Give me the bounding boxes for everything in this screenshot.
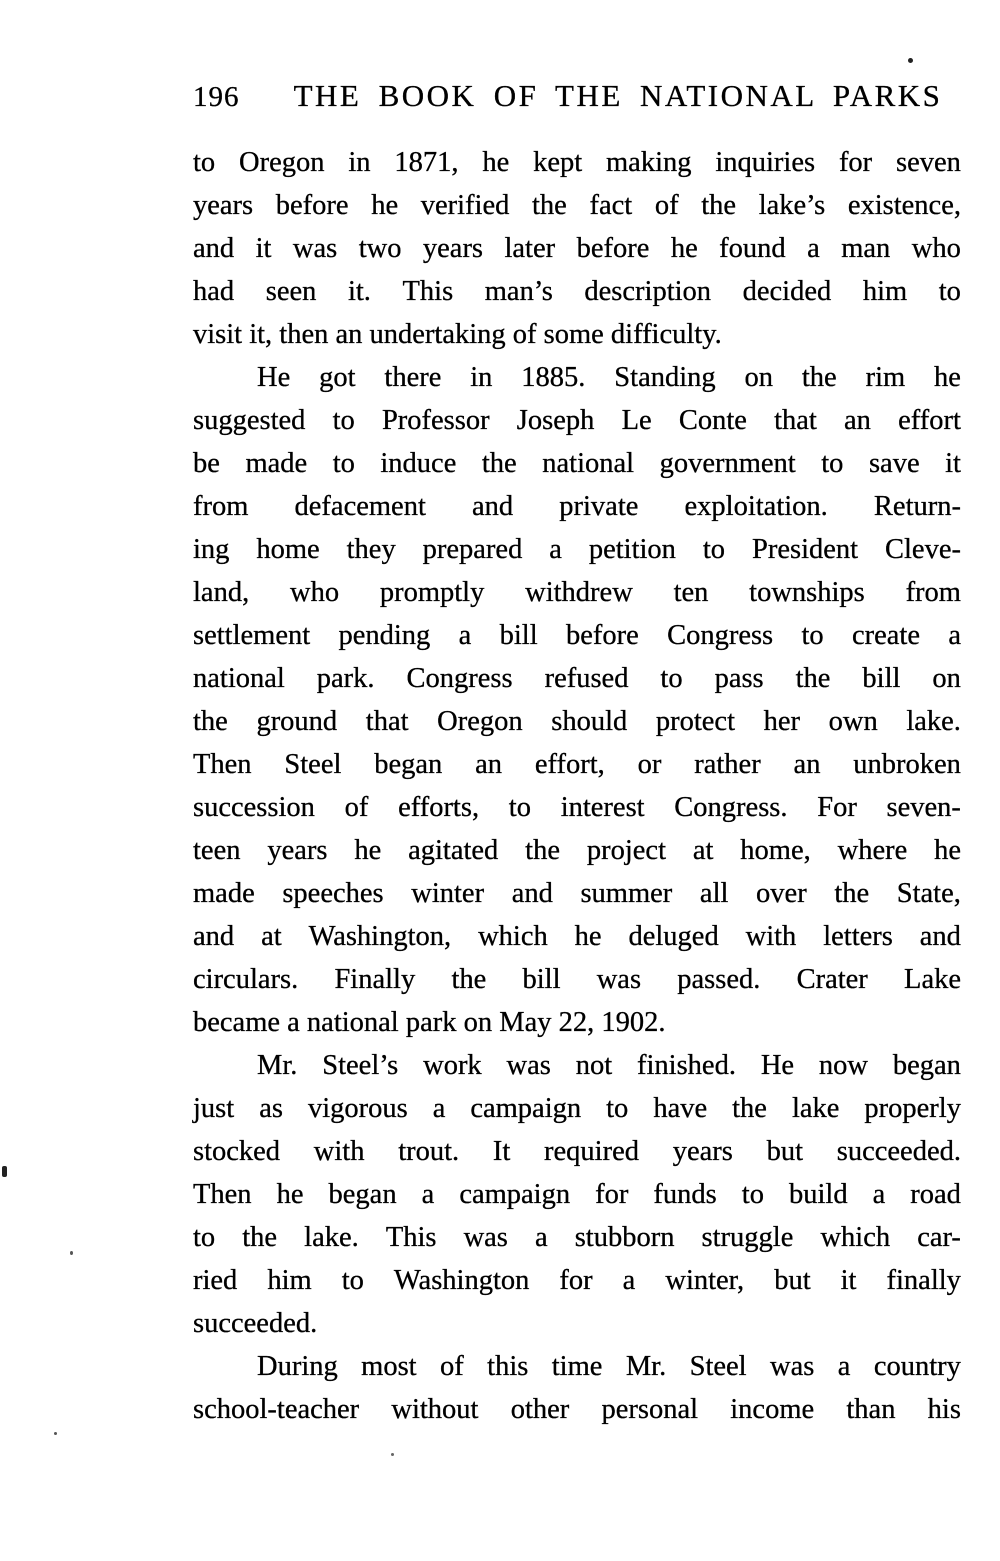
word: was xyxy=(506,1050,551,1081)
word: personal xyxy=(601,1394,699,1425)
word: for xyxy=(595,1179,629,1210)
word: than xyxy=(846,1394,896,1425)
word: Mr. xyxy=(257,1050,298,1081)
word: of xyxy=(344,792,369,823)
word: or xyxy=(637,749,662,780)
word: unbroken xyxy=(853,749,961,780)
word: who xyxy=(289,577,340,608)
word: required xyxy=(544,1136,639,1167)
word: 1885. xyxy=(521,362,586,393)
word: Congress xyxy=(667,620,774,651)
word: government xyxy=(659,448,796,479)
word: the xyxy=(532,190,567,221)
word: circulars. xyxy=(193,964,299,995)
text-line xyxy=(193,184,961,227)
word: where xyxy=(837,835,908,866)
word: exploitation. xyxy=(684,491,828,522)
word: the xyxy=(795,663,831,694)
text-line xyxy=(193,528,961,571)
word: It xyxy=(492,1136,511,1167)
word: began xyxy=(328,1179,397,1210)
word: just xyxy=(193,1093,235,1124)
word: and xyxy=(471,491,514,522)
word: own xyxy=(828,706,878,737)
word: campaign xyxy=(459,1179,571,1210)
word: to xyxy=(332,405,355,436)
word: pass xyxy=(714,663,764,694)
word: a xyxy=(948,620,961,651)
word: Joseph xyxy=(516,405,595,436)
word: had xyxy=(193,276,235,307)
word: have xyxy=(653,1093,708,1124)
word: Congress xyxy=(406,663,513,694)
word: Finally xyxy=(334,964,416,995)
word: found xyxy=(719,233,786,264)
word: country xyxy=(873,1351,961,1382)
word: who xyxy=(911,233,961,264)
word: it xyxy=(945,448,961,479)
word: he xyxy=(371,190,399,221)
text-line xyxy=(193,614,961,657)
word: national xyxy=(542,448,635,479)
word: the xyxy=(834,878,870,909)
text-line xyxy=(193,700,961,743)
word: summer xyxy=(580,878,673,909)
text-line xyxy=(193,356,961,399)
word: to xyxy=(741,1179,764,1210)
word: was xyxy=(463,1222,508,1253)
text-line xyxy=(193,915,961,958)
word: Steel xyxy=(689,1351,747,1382)
word: save xyxy=(868,448,920,479)
word: speeches xyxy=(282,878,384,909)
word: Cleve- xyxy=(885,534,961,565)
text-line xyxy=(193,829,961,872)
word: decided xyxy=(742,276,832,307)
word: townships xyxy=(749,577,865,608)
word: before xyxy=(565,620,639,651)
word: he xyxy=(574,921,602,952)
word: to xyxy=(193,1222,216,1253)
word: a xyxy=(807,233,820,264)
word: lake. xyxy=(906,706,961,737)
word: to xyxy=(801,620,824,651)
word: to xyxy=(660,663,683,694)
word: winter xyxy=(411,878,485,909)
word: park. xyxy=(316,663,375,694)
word: later xyxy=(504,233,556,264)
word: he xyxy=(482,147,510,178)
word: inquiries xyxy=(715,147,816,178)
word: got xyxy=(319,362,356,393)
word: bill xyxy=(862,663,901,694)
word: passed. xyxy=(677,964,761,995)
word: other xyxy=(510,1394,570,1425)
word: Mr. xyxy=(625,1351,667,1382)
word: Washington, xyxy=(308,921,452,952)
word: over xyxy=(756,878,807,909)
text-line xyxy=(193,270,961,313)
word: a xyxy=(458,620,472,651)
word: for xyxy=(838,147,873,178)
word: Return- xyxy=(873,491,961,522)
word: with xyxy=(745,921,797,952)
word: from xyxy=(905,577,961,608)
text-line xyxy=(193,1259,961,1302)
word: him xyxy=(862,276,908,307)
word: before xyxy=(576,233,650,264)
word: years xyxy=(672,1136,733,1167)
word: not xyxy=(575,1050,613,1081)
text-line: visit it, then an undertaking of some difficulty. xyxy=(193,319,722,350)
word: succession xyxy=(193,792,315,823)
word: ing xyxy=(193,534,230,565)
scan-speck xyxy=(2,1166,7,1177)
word: years xyxy=(422,233,484,264)
word: to xyxy=(821,448,844,479)
word: began xyxy=(892,1050,961,1081)
word: to xyxy=(938,276,961,307)
word: and xyxy=(193,233,235,264)
word: to xyxy=(341,1265,364,1296)
word: which xyxy=(820,1222,891,1253)
word: effort, xyxy=(534,749,605,780)
text-line xyxy=(193,1216,961,1259)
word: began xyxy=(374,749,443,780)
word: home, xyxy=(740,835,811,866)
word: it. xyxy=(347,276,371,307)
word: him xyxy=(267,1265,312,1296)
word: in xyxy=(470,362,493,393)
word: pending xyxy=(338,620,431,651)
text-line xyxy=(193,1173,961,1216)
word: a xyxy=(549,534,562,565)
paragraph xyxy=(193,1044,961,1345)
word: his xyxy=(927,1394,961,1425)
paragraph xyxy=(193,356,961,1044)
text-line xyxy=(193,141,961,184)
word: that xyxy=(365,706,409,737)
word: an xyxy=(475,749,503,780)
word: Professor xyxy=(381,405,490,436)
word: campaign xyxy=(470,1093,582,1124)
word: the xyxy=(525,835,560,866)
text-line xyxy=(193,872,961,915)
word: be xyxy=(193,448,220,479)
word: with xyxy=(313,1136,365,1167)
text-line xyxy=(193,485,961,528)
word: without xyxy=(391,1394,479,1425)
word: and xyxy=(919,921,961,952)
word: Le xyxy=(621,405,652,436)
word: teen xyxy=(193,835,241,866)
word: it xyxy=(255,233,272,264)
word: seven- xyxy=(886,792,961,823)
word: man’s xyxy=(484,276,553,307)
word: he xyxy=(670,233,698,264)
text-line xyxy=(193,1345,961,1388)
word: was xyxy=(770,1351,815,1382)
word: kept xyxy=(533,147,583,178)
word: ried xyxy=(193,1265,238,1296)
word: He xyxy=(257,362,291,393)
text-line xyxy=(193,743,961,786)
word: he xyxy=(276,1179,304,1210)
word: of xyxy=(654,190,679,221)
word: was xyxy=(292,233,338,264)
word: Then xyxy=(193,1179,252,1210)
word: her xyxy=(763,706,801,737)
word: protect xyxy=(655,706,736,737)
word: he xyxy=(934,835,961,866)
paragraph xyxy=(193,1345,961,1431)
word: Crater xyxy=(796,964,868,995)
text-line: succeeded. xyxy=(193,1308,318,1339)
word: from xyxy=(193,491,249,522)
word: land, xyxy=(193,577,250,608)
text-line xyxy=(193,227,961,270)
word: suggested xyxy=(193,405,306,436)
word: He xyxy=(760,1050,795,1081)
word: an xyxy=(793,749,821,780)
word: President xyxy=(751,534,859,565)
word: a xyxy=(837,1351,851,1382)
word: defacement xyxy=(294,491,426,522)
word: was xyxy=(596,964,642,995)
word: to xyxy=(508,792,531,823)
text-line xyxy=(193,1044,961,1087)
word: During xyxy=(257,1351,338,1382)
word: trout. xyxy=(398,1136,460,1167)
word: this xyxy=(487,1351,529,1382)
word: but xyxy=(766,1136,804,1167)
text-line xyxy=(193,1130,961,1173)
word: work xyxy=(423,1050,482,1081)
word: rim xyxy=(865,362,906,393)
word: a xyxy=(534,1222,548,1253)
word: time xyxy=(551,1351,603,1382)
scan-speck xyxy=(54,1432,57,1435)
word: school-teacher xyxy=(193,1394,360,1425)
text-line xyxy=(193,786,961,829)
word: of xyxy=(440,1351,464,1382)
word: on xyxy=(744,362,774,393)
word: lake’s xyxy=(758,190,826,221)
word: withdrew xyxy=(525,577,633,608)
word: the xyxy=(481,448,517,479)
word: ten xyxy=(673,577,709,608)
scan-speck xyxy=(70,1251,73,1255)
word: years xyxy=(267,835,328,866)
word: prepared xyxy=(422,534,523,565)
word: settlement xyxy=(193,620,311,651)
word: funds xyxy=(653,1179,717,1210)
word: Lake xyxy=(904,964,961,995)
word: to xyxy=(193,147,216,178)
word: existence, xyxy=(847,190,961,221)
word: the xyxy=(701,190,737,221)
word: properly xyxy=(864,1093,961,1124)
word: build xyxy=(788,1179,848,1210)
word: they xyxy=(346,534,396,565)
word: agitated xyxy=(408,835,499,866)
word: and xyxy=(193,921,235,952)
paragraph xyxy=(193,141,961,356)
word: stubborn xyxy=(574,1222,675,1253)
word: finally xyxy=(886,1265,961,1296)
text-line xyxy=(193,571,961,614)
word: This xyxy=(402,276,454,307)
word: and xyxy=(511,878,553,909)
word: income xyxy=(730,1394,815,1425)
word: a xyxy=(872,1179,886,1210)
word: winter, xyxy=(665,1265,745,1296)
word: Steel’s xyxy=(322,1050,399,1081)
text-line xyxy=(193,399,961,442)
word: refused xyxy=(544,663,629,694)
word: Steel xyxy=(284,749,342,780)
word: verified xyxy=(420,190,510,221)
text-line: became a national park on May 22, 1902. xyxy=(193,1007,666,1038)
word: seven xyxy=(896,147,961,178)
word: to xyxy=(702,534,726,565)
word: home xyxy=(256,534,320,565)
word: fact xyxy=(589,190,633,221)
word: ground xyxy=(256,706,338,737)
scan-speck xyxy=(391,1453,394,1456)
word: bill xyxy=(499,620,538,651)
running-header xyxy=(193,78,961,114)
word: lake xyxy=(791,1093,840,1124)
word: made xyxy=(245,448,308,479)
word: that xyxy=(774,405,817,436)
word: project xyxy=(586,835,666,866)
word: he xyxy=(934,362,961,393)
word: road xyxy=(910,1179,961,1210)
word: rather xyxy=(694,749,761,780)
word: at xyxy=(261,921,282,952)
text-line xyxy=(193,1388,961,1431)
page-body xyxy=(193,141,961,1431)
word: succeeded. xyxy=(836,1136,961,1167)
word: the xyxy=(193,706,228,737)
word: to xyxy=(606,1093,629,1124)
page-number: 196 xyxy=(193,81,240,113)
text-line xyxy=(193,1087,961,1130)
word: Standing xyxy=(614,362,716,393)
word: Oregon xyxy=(437,706,523,737)
word: Oregon xyxy=(239,147,325,178)
word: seen xyxy=(265,276,317,307)
word: Conte xyxy=(678,405,747,436)
word: as xyxy=(259,1093,283,1124)
word: stocked xyxy=(193,1136,281,1167)
word: promptly xyxy=(379,577,485,608)
word: it xyxy=(840,1265,857,1296)
word: struggle xyxy=(701,1222,794,1253)
word: to xyxy=(332,448,355,479)
word: before xyxy=(275,190,349,221)
word: there xyxy=(384,362,442,393)
word: man xyxy=(841,233,891,264)
word: description xyxy=(584,276,712,307)
word: induce xyxy=(380,448,457,479)
word: the xyxy=(451,964,487,995)
word: all xyxy=(699,878,729,909)
word: effort xyxy=(898,405,961,436)
scan-speck xyxy=(908,58,913,63)
word: made xyxy=(193,878,255,909)
word: but xyxy=(774,1265,811,1296)
word: he xyxy=(354,835,382,866)
word: create xyxy=(851,620,920,651)
word: most xyxy=(361,1351,417,1382)
word: State, xyxy=(896,878,961,909)
word: finished. xyxy=(637,1050,736,1081)
word: for xyxy=(559,1265,593,1296)
word: Then xyxy=(193,749,252,780)
word: on xyxy=(932,663,961,694)
word: letters xyxy=(823,921,893,952)
word: an xyxy=(844,405,871,436)
word: a xyxy=(421,1179,435,1210)
header-title: THE BOOK OF THE NATIONAL PARKS xyxy=(293,78,943,113)
text-line xyxy=(193,657,961,700)
word: at xyxy=(692,835,714,866)
word: bill xyxy=(522,964,561,995)
text-line xyxy=(193,442,961,485)
word: in xyxy=(348,147,371,178)
word: two xyxy=(358,233,402,264)
word: now xyxy=(818,1050,869,1081)
word: vigorous xyxy=(307,1093,408,1124)
word: making xyxy=(606,147,692,178)
word: deluged xyxy=(628,921,719,952)
text-line xyxy=(193,958,961,1001)
word: For xyxy=(817,792,857,823)
word: interest xyxy=(560,792,645,823)
word: lake. xyxy=(304,1222,359,1253)
word: the xyxy=(732,1093,767,1124)
word: This xyxy=(385,1222,437,1253)
word: should xyxy=(551,706,628,737)
word: national xyxy=(193,663,285,694)
word: the xyxy=(242,1222,278,1253)
word: car- xyxy=(917,1222,961,1253)
word: petition xyxy=(588,534,676,565)
word: a xyxy=(432,1093,446,1124)
word: efforts, xyxy=(398,792,480,823)
word: Washington xyxy=(393,1265,530,1296)
word: which xyxy=(478,921,548,952)
word: private xyxy=(559,491,639,522)
word: 1871, xyxy=(394,147,459,178)
word: a xyxy=(622,1265,636,1296)
word: Congress. xyxy=(674,792,788,823)
word: the xyxy=(801,362,837,393)
word: years xyxy=(193,190,254,221)
